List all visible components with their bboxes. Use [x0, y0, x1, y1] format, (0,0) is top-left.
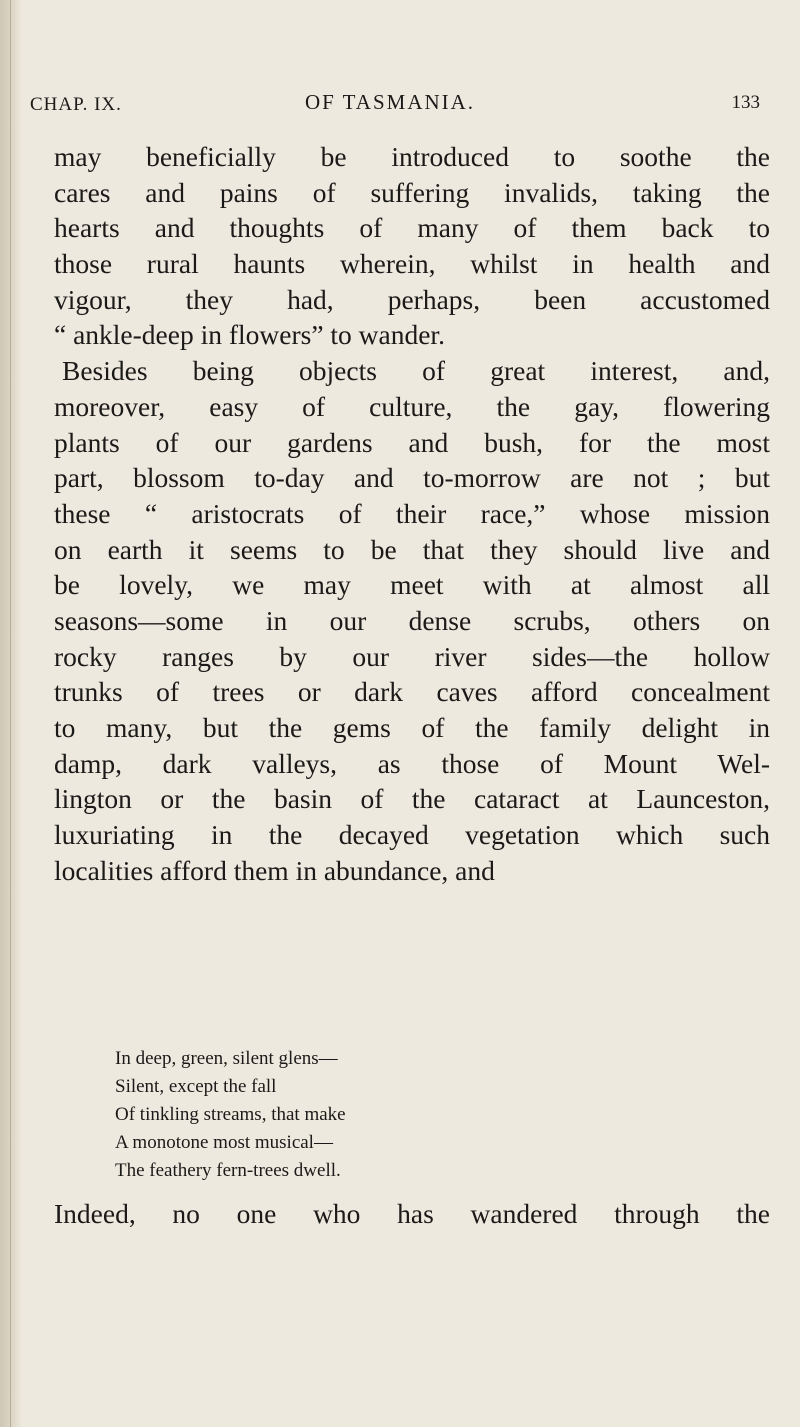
body-text — [54, 139, 770, 888]
text-line: rocky ranges by our river sides—the hollow — [54, 640, 770, 672]
page-gutter-edge — [0, 0, 22, 1427]
text-line: damp, dark valleys, as those of Mount Wel- — [54, 747, 770, 779]
poem-line: A monotone most musical— — [115, 1132, 333, 1153]
text-line: localities afford them in abundance, and — [54, 854, 495, 886]
text-line: cares and pains of suffering invalids, taking the — [54, 176, 770, 208]
text-line: be lovely, we may meet with at almost all — [54, 569, 770, 601]
page-number: 133 — [731, 92, 760, 113]
text-line: seasons—some in our dense scrubs, others on — [54, 604, 770, 636]
poem-line: Of tinkling streams, that make — [115, 1104, 346, 1125]
text-line: part, blossom to-day and to-morrow are not ; but — [54, 462, 770, 494]
closing-text — [54, 1196, 770, 1232]
text-line: may beneficially be introduced to soothe the — [54, 141, 770, 172]
text-line: moreover, easy of culture, the gay, flowering — [54, 390, 770, 422]
text-line: luxuriating in the decayed vegetation which such — [54, 819, 770, 851]
text-line: lington or the basin of the cataract at Launceston, — [54, 783, 770, 815]
poem-line: In deep, green, silent glens— — [115, 1048, 338, 1069]
poem-line: Silent, except the fall — [115, 1076, 277, 1097]
poem-quotation — [115, 1045, 346, 1185]
text-line: to many, but the gems of the family delight in — [54, 712, 770, 743]
text-line: vigour, they had, perhaps, been accustomed — [54, 283, 770, 315]
text-line: Indeed, no one who has wandered through the — [54, 1198, 770, 1229]
running-header — [0, 90, 800, 120]
text-line: plants of our gardens and bush, for the most — [54, 426, 770, 458]
page-gutter-line — [10, 0, 11, 1427]
paragraph-first-line: Besides being objects of great interest, and, — [62, 355, 770, 387]
text-line: these “ aristocrats of their race,” whose mission — [54, 497, 770, 529]
text-line: trunks of trees or dark caves afford concealment — [54, 676, 770, 708]
text-line: those rural haunts wherein, whilst in health and — [54, 248, 770, 280]
chapter-label: CHAP. IX. — [30, 94, 122, 115]
poem-line: The feathery fern-trees dwell. — [115, 1160, 341, 1181]
text-line: “ ankle-deep in flowers” to wander. — [54, 319, 445, 351]
running-title: OF TASMANIA. — [304, 90, 476, 114]
text-line: on earth it seems to be that they should live and — [54, 533, 770, 565]
text-line: hearts and thoughts of many of them back to — [54, 212, 770, 244]
